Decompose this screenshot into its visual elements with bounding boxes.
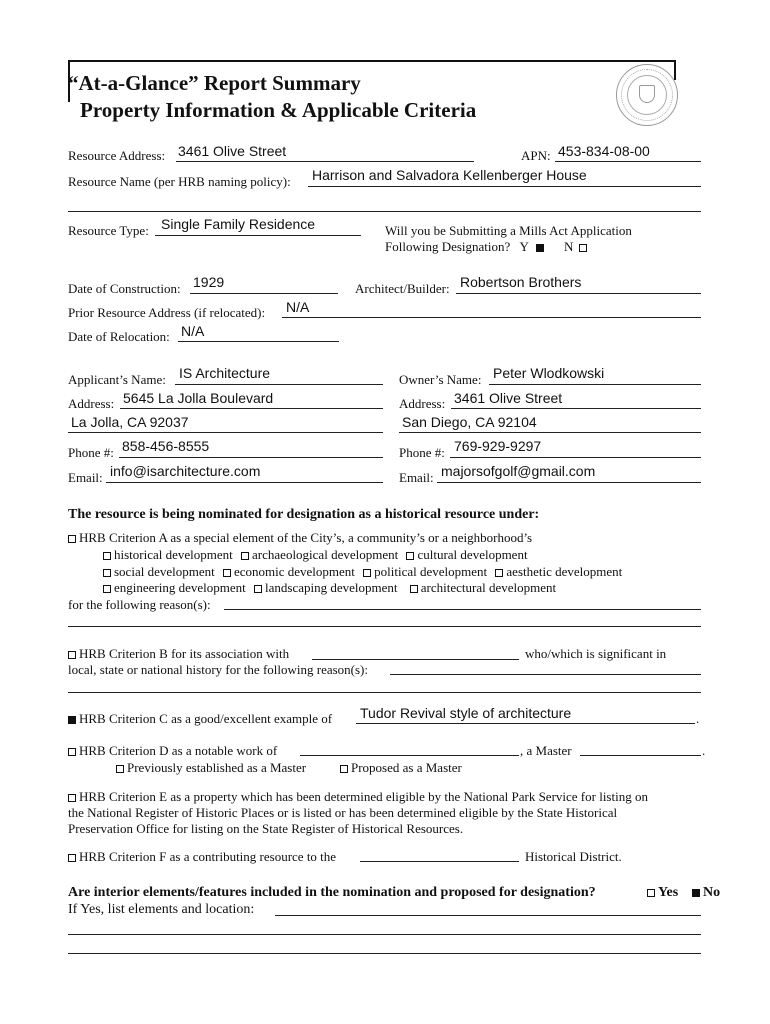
city-seal-icon bbox=[616, 64, 678, 126]
header-frame-right bbox=[674, 60, 676, 80]
prior-address-field[interactable]: N/A bbox=[286, 299, 310, 315]
interior-question: Are interior elements/features included in the nomination and proposed for designation? bbox=[68, 885, 596, 900]
opt-economic-checkbox[interactable] bbox=[223, 569, 231, 577]
previously-master-checkbox[interactable] bbox=[116, 765, 124, 773]
applicant-city-line bbox=[68, 432, 383, 433]
resource-address-label: Resource Address: bbox=[68, 148, 166, 163]
construction-date-line bbox=[190, 293, 338, 294]
applicant-address-field[interactable]: 5645 La Jolla Boulevard bbox=[123, 390, 274, 406]
criterion-b-reasons-line-2[interactable] bbox=[68, 692, 701, 693]
resource-name-label: Resource Name (per HRB naming policy): bbox=[68, 174, 291, 189]
owner-phone-line bbox=[450, 457, 701, 458]
applicant-name-label: Applicant’s Name: bbox=[68, 372, 166, 387]
construction-date-field[interactable]: 1929 bbox=[193, 274, 225, 290]
criterion-c-period: . bbox=[696, 711, 700, 726]
criterion-d-master-label: , a Master bbox=[520, 743, 572, 758]
relocation-date-line bbox=[178, 341, 339, 342]
resource-name-line-2 bbox=[68, 211, 701, 212]
criterion-d-checkbox[interactable] bbox=[68, 748, 76, 756]
criteria-heading: The resource is being nominated for designation as a historical resource under: bbox=[68, 507, 540, 522]
criterion-d-prev: Previously established as a Master bbox=[116, 760, 306, 776]
criterion-b: HRB Criterion B for its association with bbox=[68, 646, 289, 662]
criterion-a-options-row1: historical development archaeological development cultural development bbox=[103, 547, 528, 563]
prior-address-label: Prior Resource Address (if relocated): bbox=[68, 305, 266, 320]
owner-phone-field[interactable]: 769-929-9297 bbox=[454, 438, 542, 454]
mills-yes-checkbox[interactable] bbox=[536, 244, 544, 252]
owner-email-line bbox=[437, 482, 701, 483]
criterion-e-checkbox[interactable] bbox=[68, 794, 76, 802]
resource-type-line bbox=[155, 235, 361, 236]
opt-aesthetic-checkbox[interactable] bbox=[495, 569, 503, 577]
relocation-date-field[interactable]: N/A bbox=[181, 323, 205, 339]
owner-email-label: Email: bbox=[399, 470, 434, 485]
prior-address-line bbox=[282, 317, 701, 318]
interior-list-label: If Yes, list elements and location: bbox=[68, 902, 255, 917]
relocation-date-label: Date of Relocation: bbox=[68, 329, 170, 344]
interior-no-checkbox[interactable] bbox=[692, 889, 700, 897]
criterion-a-checkbox[interactable] bbox=[68, 535, 76, 543]
criterion-f-checkbox[interactable] bbox=[68, 854, 76, 862]
criterion-c: HRB Criterion C as a good/excellent example of bbox=[68, 711, 332, 727]
applicant-email-label: Email: bbox=[68, 470, 103, 485]
owner-city-line bbox=[399, 432, 701, 433]
applicant-city-field[interactable]: La Jolla, CA 92037 bbox=[71, 414, 189, 430]
criterion-f: HRB Criterion F as a contributing resource to the bbox=[68, 849, 336, 865]
apn-label: APN: bbox=[521, 148, 551, 163]
interior-list-line-3[interactable] bbox=[68, 953, 701, 954]
owner-email-field[interactable]: majorsofgolf@gmail.com bbox=[441, 463, 596, 479]
owner-address-field[interactable]: 3461 Olive Street bbox=[454, 390, 563, 406]
construction-date-label: Date of Construction: bbox=[68, 281, 181, 296]
owner-name-field[interactable]: Peter Wlodkowski bbox=[493, 365, 605, 381]
criterion-f-district-line[interactable] bbox=[360, 861, 519, 862]
interior-yes-checkbox[interactable] bbox=[647, 889, 655, 897]
page-subtitle: Property Information & Applicable Criteria bbox=[80, 98, 477, 122]
criterion-a: HRB Criterion A as a special element of the City’s, a community’s or a neighborhood’s bbox=[68, 530, 532, 546]
resource-type-field[interactable]: Single Family Residence bbox=[161, 216, 316, 232]
opt-political-checkbox[interactable] bbox=[363, 569, 371, 577]
mills-act-question: Will you be Submitting a Mills Act Application bbox=[385, 223, 632, 238]
criterion-a-reasons-line-2[interactable] bbox=[68, 626, 701, 627]
applicant-email-line bbox=[106, 482, 383, 483]
opt-archaeological-checkbox[interactable] bbox=[241, 552, 249, 560]
criterion-d: HRB Criterion D as a notable work of bbox=[68, 743, 277, 759]
opt-historical-checkbox[interactable] bbox=[103, 552, 111, 560]
resource-address-field[interactable]: 3461 Olive Street bbox=[178, 143, 287, 159]
resource-type-label: Resource Type: bbox=[68, 223, 149, 238]
interior-no: No bbox=[692, 885, 720, 901]
owner-city-field[interactable]: San Diego, CA 92104 bbox=[402, 414, 537, 430]
proposed-master-checkbox[interactable] bbox=[340, 765, 348, 773]
owner-name-label: Owner’s Name: bbox=[399, 372, 482, 387]
applicant-address-label: Address: bbox=[68, 396, 115, 411]
opt-engineering-checkbox[interactable] bbox=[103, 585, 111, 593]
owner-address-line bbox=[451, 408, 701, 409]
criterion-d-proposed: Proposed as a Master bbox=[340, 760, 462, 776]
mills-no-checkbox[interactable] bbox=[579, 244, 587, 252]
resource-name-line bbox=[308, 186, 701, 187]
page-title: “At-a-Glance” Report Summary bbox=[68, 71, 361, 95]
interior-list-line-2[interactable] bbox=[68, 934, 701, 935]
criterion-b-reasons-line[interactable] bbox=[390, 674, 701, 675]
mills-act-question-2: Following Designation? Y N bbox=[385, 239, 590, 255]
applicant-phone-label: Phone #: bbox=[68, 445, 114, 460]
header-frame-top bbox=[68, 60, 676, 62]
criterion-a-options-row2: social development economic development political development aesthetic development bbox=[103, 564, 622, 580]
applicant-name-line bbox=[175, 384, 383, 385]
criterion-a-options-row3: engineering development landscaping development architectural development bbox=[103, 580, 556, 596]
mills-yes-label: Y bbox=[519, 239, 529, 254]
mills-no-label: N bbox=[563, 239, 574, 254]
criterion-e: HRB Criterion E as a property which has been determined eligible by the National Park Service for listing on bbox=[68, 789, 648, 805]
criterion-e-line3: Preservation Office for listing on the State Register of Historical Resources. bbox=[68, 821, 464, 836]
applicant-phone-field[interactable]: 858-456-8555 bbox=[122, 438, 210, 454]
opt-architectural-checkbox[interactable] bbox=[410, 585, 418, 593]
criterion-b-reasons-label: local, state or national history for the following reason(s): bbox=[68, 662, 369, 677]
criterion-d-work-line[interactable] bbox=[300, 755, 519, 756]
criterion-c-checkbox[interactable] bbox=[68, 716, 76, 724]
criterion-b-significant: who/which is significant in bbox=[525, 646, 667, 661]
criterion-b-association-line[interactable] bbox=[312, 659, 519, 660]
opt-social-checkbox[interactable] bbox=[103, 569, 111, 577]
applicant-address-line bbox=[120, 408, 383, 409]
architect-field[interactable]: Robertson Brothers bbox=[460, 274, 582, 290]
criterion-d-master-line[interactable] bbox=[580, 755, 701, 756]
architect-line bbox=[456, 293, 701, 294]
applicant-name-field[interactable]: IS Architecture bbox=[179, 365, 271, 381]
architect-label: Architect/Builder: bbox=[355, 281, 450, 296]
owner-phone-label: Phone #: bbox=[399, 445, 445, 460]
opt-cultural-checkbox[interactable] bbox=[406, 552, 414, 560]
apn-line bbox=[555, 161, 701, 162]
criterion-f-end: Historical District. bbox=[525, 849, 622, 864]
criterion-a-reasons-line[interactable] bbox=[224, 609, 701, 610]
owner-name-line bbox=[489, 384, 701, 385]
resource-name-field[interactable]: Harrison and Salvadora Kellenberger House bbox=[312, 167, 587, 183]
apn-field[interactable]: 453-834-08-00 bbox=[558, 143, 650, 159]
criterion-c-line bbox=[356, 723, 695, 724]
criterion-b-checkbox[interactable] bbox=[68, 651, 76, 659]
opt-landscaping-checkbox[interactable] bbox=[254, 585, 262, 593]
owner-address-label: Address: bbox=[399, 396, 446, 411]
applicant-email-field[interactable]: info@isarchitecture.com bbox=[110, 463, 261, 479]
criterion-a-reasons-label: for the following reason(s): bbox=[68, 597, 211, 612]
interior-yes: Yes bbox=[647, 885, 678, 901]
criterion-d-period: . bbox=[702, 743, 706, 758]
resource-address-line bbox=[176, 161, 474, 162]
applicant-phone-line bbox=[119, 457, 383, 458]
interior-list-line[interactable] bbox=[275, 915, 701, 916]
criterion-e-line2: the National Register of Historic Places or is listed or has been determined eligible by the State Historical bbox=[68, 805, 618, 820]
criterion-c-field[interactable]: Tudor Revival style of architecture bbox=[360, 705, 572, 721]
